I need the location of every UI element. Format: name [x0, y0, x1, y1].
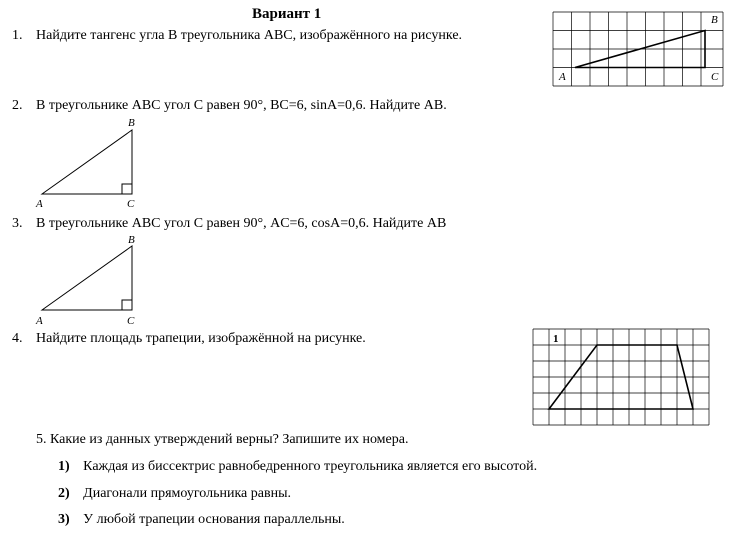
- option-1: [58, 459, 537, 475]
- label-c: C: [127, 198, 135, 210]
- label-a: A: [36, 198, 43, 210]
- option-number: 1): [58, 459, 70, 474]
- question-number: 1.: [12, 28, 23, 43]
- question-text: Найдите площадь трапеции, изображённой на рисунке.: [36, 331, 366, 346]
- label-c: C: [711, 71, 719, 83]
- question-number: 3.: [12, 216, 23, 231]
- question-3: [12, 216, 446, 232]
- question-4: [12, 331, 366, 347]
- label-b: B: [128, 117, 135, 129]
- question-2: [12, 98, 447, 114]
- option-2: [58, 486, 291, 502]
- question-number: 2.: [12, 98, 23, 113]
- right-angle-mark: [122, 184, 132, 194]
- unit-label: 1: [553, 333, 559, 345]
- label-b: B: [128, 234, 135, 246]
- option-number: 3): [58, 512, 70, 527]
- triangle-abc: [42, 246, 132, 310]
- figure-2-right-triangle: [34, 114, 144, 210]
- option-number: 2): [58, 486, 70, 501]
- option-text: Каждая из биссектрис равнобедренного треугольника является его высотой.: [83, 459, 538, 474]
- option-3: [58, 512, 345, 528]
- page-title: Вариант 1: [252, 6, 322, 22]
- figure-4-grid-trapezoid: [533, 329, 713, 425]
- figure-3-right-triangle: [34, 232, 144, 328]
- question-text: Найдите тангенс угла В треугольника АВС, изображённого на рисунке.: [36, 28, 463, 43]
- question-5: 5. Какие из данных утверждений верны? Запишите их номера.: [36, 432, 409, 447]
- label-a: A: [559, 71, 566, 83]
- question-1: [12, 28, 462, 44]
- question-text: В треугольнике ABC угол C равен 90°, AC=6, cosA=0,6. Найдите AB: [36, 216, 447, 231]
- label-b: B: [711, 14, 718, 26]
- figure-1-grid-triangle: [553, 12, 725, 88]
- question-text: В треугольнике ABC угол C равен 90°, BC=6, sinA=0,6. Найдите AB.: [36, 98, 447, 113]
- triangle-abc: [42, 130, 132, 194]
- option-text: У любой трапеции основания параллельны.: [83, 512, 345, 527]
- right-angle-mark: [122, 300, 132, 310]
- label-c: C: [127, 315, 135, 327]
- option-text: Диагонали прямоугольника равны.: [83, 486, 291, 501]
- label-a: A: [36, 315, 43, 327]
- question-number: 4.: [12, 331, 23, 346]
